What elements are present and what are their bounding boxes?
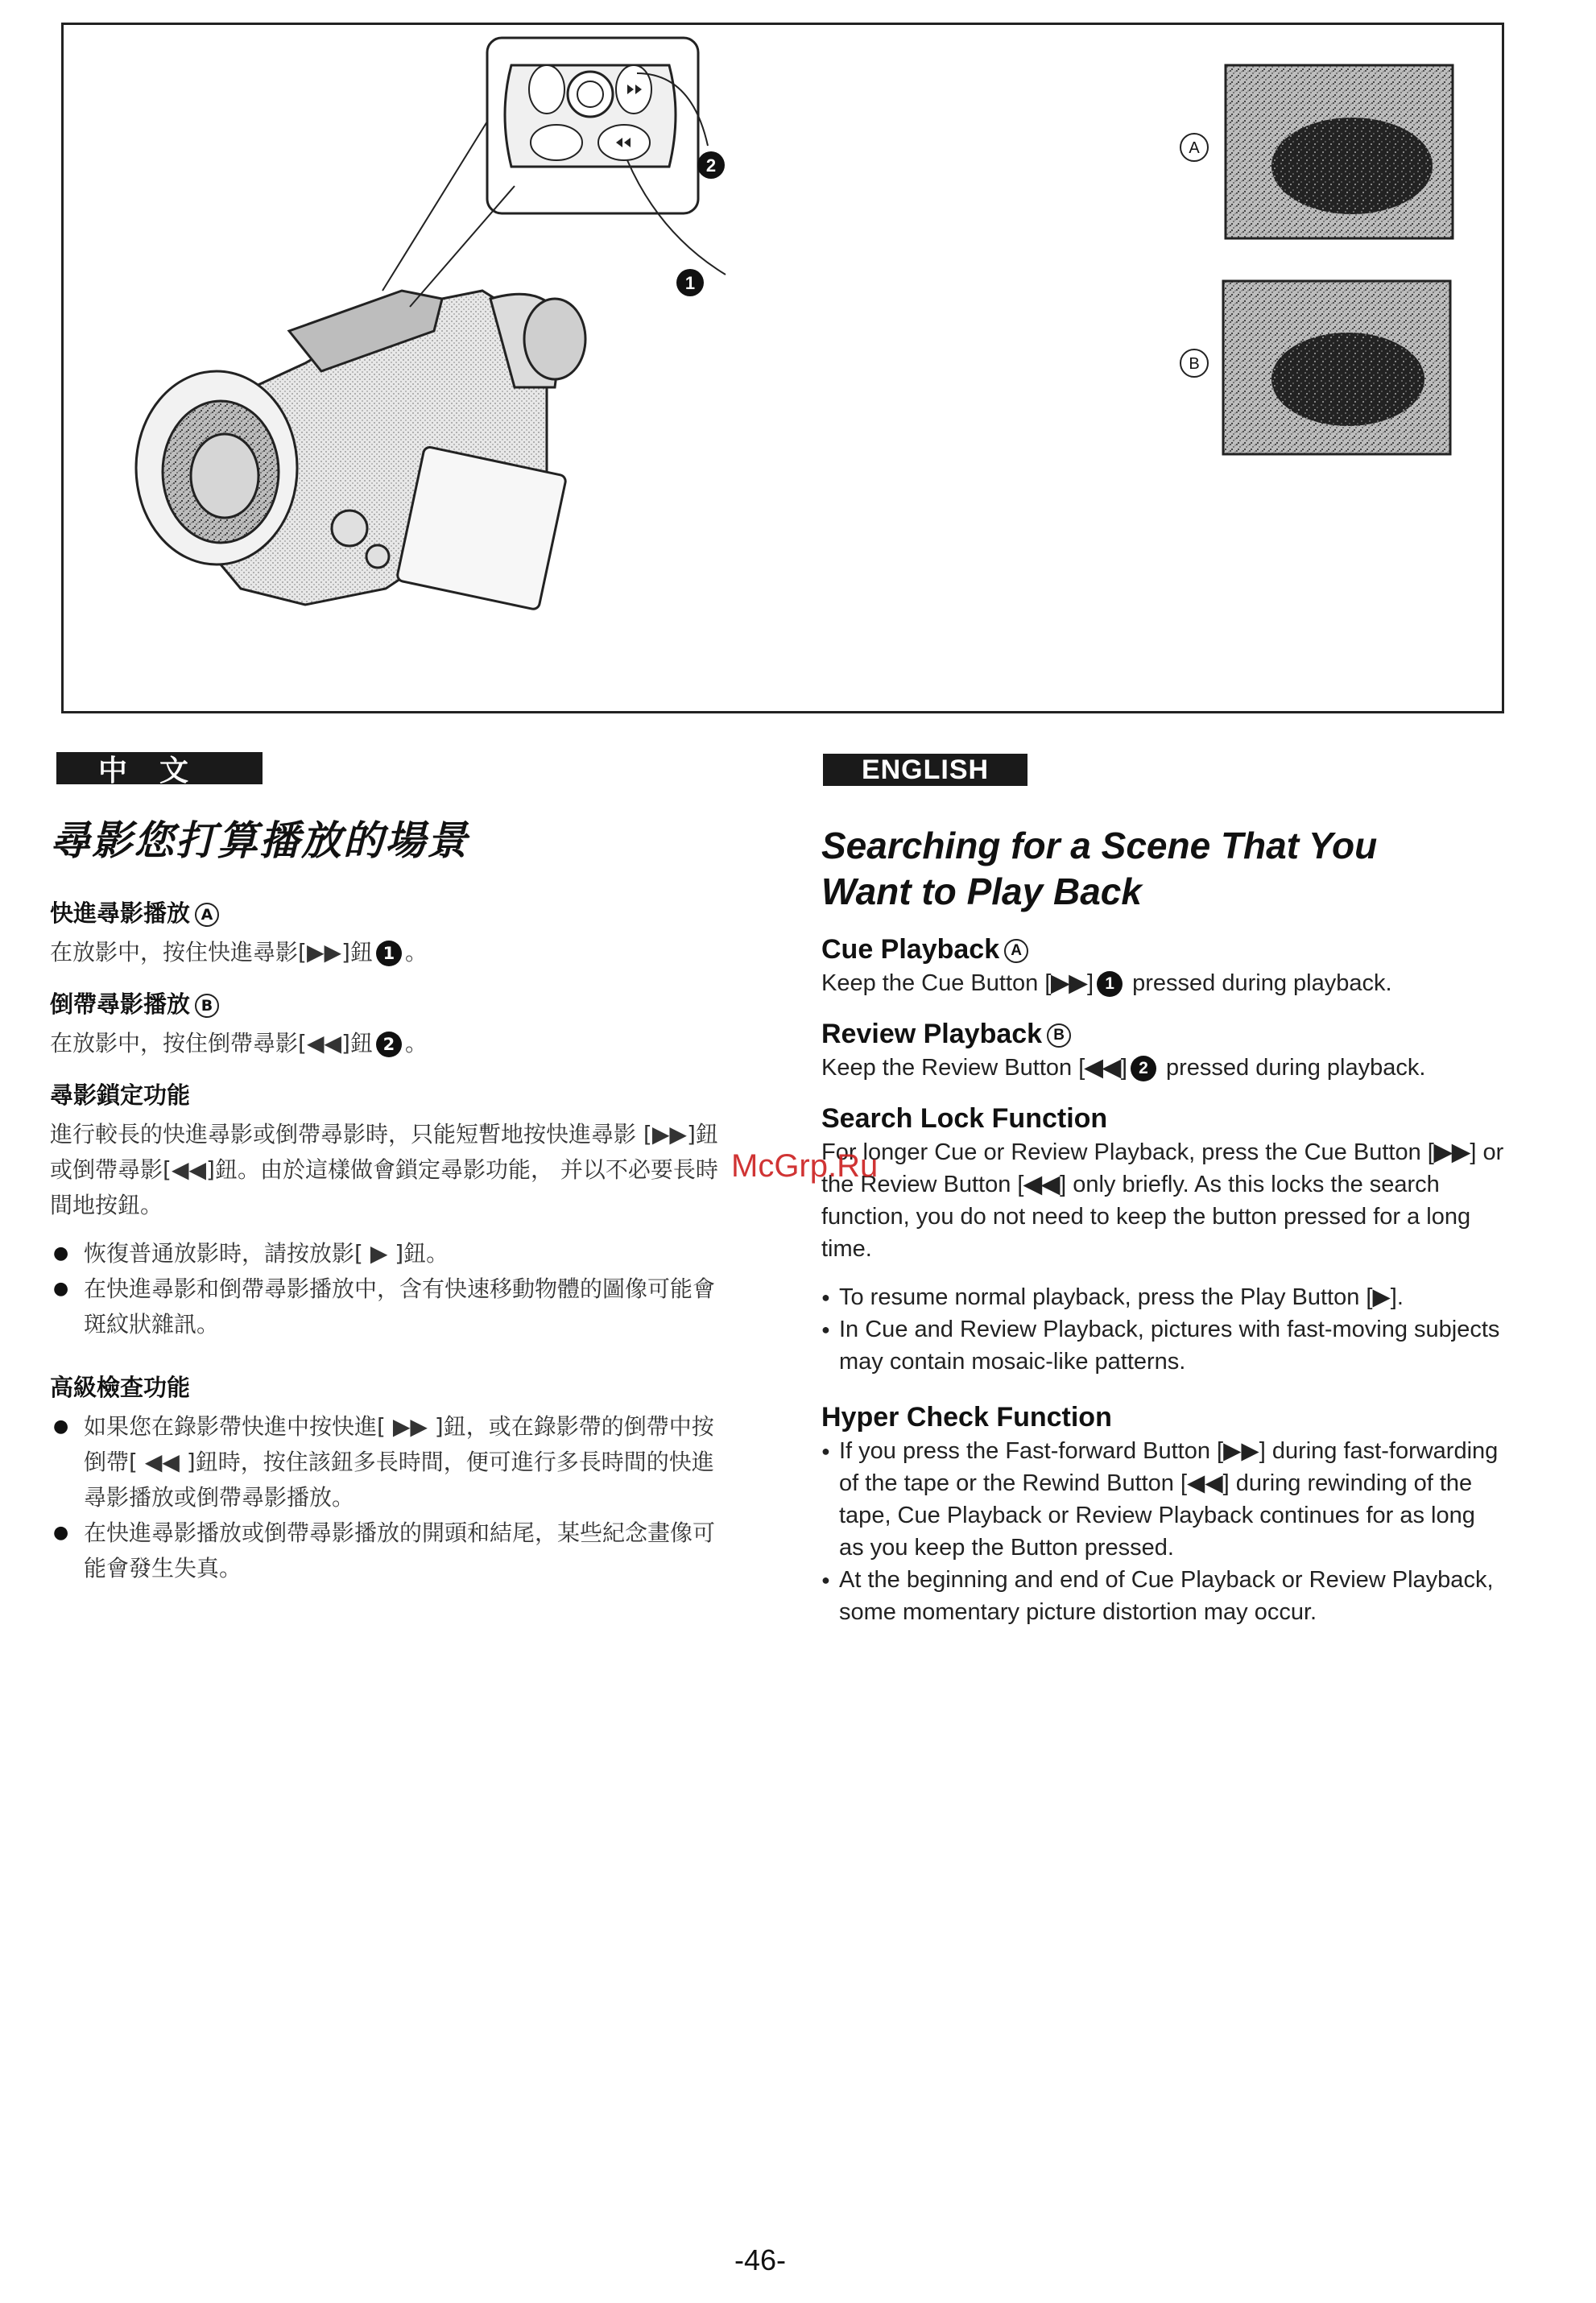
zh-review-text-a: 在放影中，按住倒帶尋影[ bbox=[50, 1030, 307, 1056]
list-item: ● 如果您在錄影帶快進中按快進[ ▶▶ ]鈕，或在錄影帶的倒帶中按倒帶[ ◀◀ ]鈕時，按住該鈕多長時間，便可進行多長時間的快進尋影播放或倒帶尋影播放。 bbox=[50, 1409, 726, 1515]
zh-cue-text-a: 在放影中，按住快進尋影[ bbox=[50, 939, 307, 965]
en-review-heading bbox=[821, 1019, 1506, 1050]
zh-search-lock-notes bbox=[50, 1236, 726, 1342]
zh-cue-text bbox=[50, 935, 726, 970]
playback-panel-a bbox=[64, 25, 1453, 238]
camcorder-drawing bbox=[136, 291, 585, 610]
en-review-text-b: ] bbox=[1120, 1055, 1127, 1081]
zh-review-text-b: ]鈕 bbox=[341, 1030, 373, 1056]
list-item: ● 在快進尋影和倒帶尋影播放中，含有快速移動物體的圖像可能會斑紋狀雜訊。 bbox=[50, 1271, 726, 1342]
en-review-text-c: pressed during playback. bbox=[1159, 1055, 1426, 1081]
illustration-frame bbox=[61, 23, 1504, 713]
fast-forward-icon: ▶▶ bbox=[651, 1121, 687, 1147]
en-page-title bbox=[821, 823, 1506, 915]
en-search-lock-text-a: For longer Cue or Review Playback, press the Cue Button [ bbox=[821, 1139, 1434, 1165]
en-review-text bbox=[821, 1052, 1506, 1084]
zh-search-lock-line3: 并以不必要長時間地按鈕。 bbox=[50, 1156, 718, 1218]
panel-b-label: B bbox=[1189, 355, 1200, 373]
zh-review-badge: B bbox=[195, 994, 219, 1018]
fast-forward-icon: ▶▶ bbox=[1433, 1139, 1470, 1165]
en-review-num: 2 bbox=[1131, 1056, 1156, 1081]
fast-forward-icon: ▶▶ bbox=[306, 939, 342, 965]
list-item: ● In Cue and Review Playback, pictures with fast-moving subjects may contain mosaic-like patterns. bbox=[821, 1313, 1506, 1378]
list-item: ● 在快進尋影播放或倒帶尋影播放的開頭和結尾，某些紀念畫像可能會發生失真。 bbox=[50, 1515, 726, 1586]
button-inset bbox=[382, 38, 698, 307]
callout-2-label: 2 bbox=[705, 155, 717, 176]
rewind-icon: ◀◀ bbox=[1023, 1172, 1061, 1197]
panel-a-label: A bbox=[1189, 139, 1200, 157]
en-cue-heading bbox=[821, 934, 1506, 965]
zh-cue-heading-text: 快進尋影播放 bbox=[50, 899, 191, 927]
list-item: ● If you press the Fast-forward Button [▶▶] during fast-forwarding of the tape or the Rewind Button [◀◀] during rewinding of the tape, Cue Playback or Review Playback continues for as long as you keep the Button pressed. bbox=[821, 1435, 1506, 1564]
zh-search-lock-line1: 進行較長的快進尋影或倒帶尋影時，只能短暫地按快進尋影 bbox=[50, 1121, 637, 1147]
chinese-column bbox=[50, 808, 726, 1586]
en-cue-badge: A bbox=[1004, 939, 1028, 963]
en-review-heading-text: Review Playback bbox=[821, 1019, 1043, 1049]
zh-page-title: 尋影您打算播放的場景 bbox=[50, 817, 469, 864]
page-number: -46- bbox=[734, 2243, 787, 2276]
en-cue-text-c: pressed during playback. bbox=[1126, 970, 1392, 996]
list-item: ● At the beginning and end of Cue Playback or Review Playback, some momentary picture distortion may occur. bbox=[821, 1564, 1506, 1628]
en-cue-text-b: ] bbox=[1086, 970, 1094, 996]
zh-cue-text-c: 。 bbox=[404, 939, 428, 965]
zh-review-heading-text: 倒帶尋影播放 bbox=[50, 990, 191, 1018]
en-title-line1: Searching for a Scene That You bbox=[821, 825, 1378, 866]
en-search-lock-notes bbox=[821, 1281, 1506, 1378]
zh-cue-num: 1 bbox=[376, 941, 402, 966]
zh-search-lock-heading: 尋影鎖定功能 bbox=[50, 1081, 191, 1109]
en-search-lock-text-b: ] or the Review Button [ bbox=[821, 1139, 1504, 1197]
en-search-lock-text-c: ] only briefly. As this locks the search function, you do not need to keep the button pressed for a long time. bbox=[821, 1172, 1471, 1262]
en-search-lock-heading: Search Lock Function bbox=[821, 1103, 1108, 1134]
watermark: McGrp.Ru bbox=[731, 1148, 879, 1184]
zh-review-text bbox=[50, 1026, 726, 1061]
fast-forward-icon: ▶▶ bbox=[1051, 970, 1087, 996]
en-cue-num: 1 bbox=[1097, 971, 1123, 997]
en-cue-heading-text: Cue Playback bbox=[821, 934, 1000, 965]
english-column bbox=[821, 823, 1506, 1628]
en-cue-text-a: Keep the Cue Button [ bbox=[821, 970, 1052, 996]
en-review-badge: B bbox=[1047, 1023, 1071, 1048]
zh-review-text-c: 。 bbox=[404, 1030, 428, 1056]
en-review-text-a: Keep the Review Button [ bbox=[821, 1055, 1085, 1081]
zh-hyper-notes bbox=[50, 1409, 726, 1586]
zh-review-num: 2 bbox=[376, 1032, 402, 1057]
english-language-label: ENGLISH bbox=[861, 754, 990, 785]
rewind-icon: ◀◀ bbox=[306, 1030, 342, 1056]
list-item: ● To resume normal playback, press the Play Button [▶]. bbox=[821, 1281, 1506, 1313]
zh-cue-badge: A bbox=[195, 903, 219, 927]
en-hyper-heading: Hyper Check Function bbox=[821, 1402, 1112, 1433]
list-item: ● 恢復普通放影時，請按放影[ ▶ ]鈕。 bbox=[50, 1236, 726, 1271]
zh-search-lock-line2a: [ bbox=[643, 1121, 652, 1147]
zh-hyper-heading: 高級檢查功能 bbox=[50, 1374, 191, 1401]
chinese-language-bar bbox=[56, 752, 263, 788]
zh-search-lock-text bbox=[50, 1117, 726, 1223]
illustration-svg bbox=[64, 25, 1502, 711]
en-title-line2: Want to Play Back bbox=[821, 870, 1142, 912]
callout-1-label: 1 bbox=[684, 273, 696, 293]
chinese-language-label: 中文 bbox=[97, 754, 221, 788]
rewind-icon: ◀◀ bbox=[171, 1156, 207, 1183]
en-cue-text bbox=[821, 967, 1506, 999]
zh-search-lock-line2c: ]鈕。由於這樣做會鎖定尋影功能， bbox=[206, 1156, 553, 1183]
zh-cue-text-b: ]鈕 bbox=[341, 939, 373, 965]
en-hyper-notes bbox=[821, 1435, 1506, 1628]
en-search-lock-text bbox=[821, 1136, 1506, 1265]
zh-search-lock-line2b: ]鈕或倒帶尋影[ bbox=[50, 1121, 718, 1183]
rewind-icon: ◀◀ bbox=[1085, 1055, 1121, 1081]
zh-review-heading bbox=[50, 986, 726, 1019]
english-language-bar bbox=[823, 754, 1027, 786]
zh-cue-heading bbox=[50, 895, 726, 928]
